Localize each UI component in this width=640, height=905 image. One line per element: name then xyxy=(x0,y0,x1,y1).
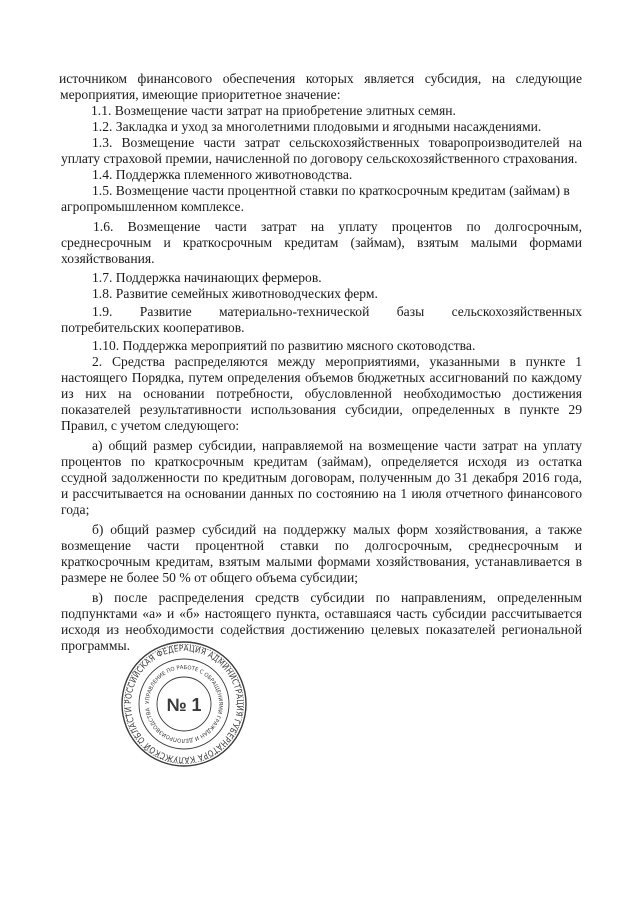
paragraph-line: Правил, с учетом следующего: xyxy=(61,418,240,433)
paragraph-line: 2. Средства распределяются между мероприятиями, указанными в пункте 1 xyxy=(92,354,582,369)
subitem-line: а) общий размер субсидии, направляемой на возмещение части затрат на уплату xyxy=(92,438,582,453)
subitem-line: б) общий размер субсидий на поддержку малых форм хозяйствования, а также xyxy=(92,522,582,537)
official-stamp xyxy=(120,640,248,768)
stamp-inner-textpath: УПРАВЛЕНИЕ ПО РАБОТЕ С ОБРАЩЕНИЯМИ ГРАЖДАН И ДЕЛОПРОИЗВОДСТВА xyxy=(144,664,224,744)
subitem-line: исходя из необходимости содействия достижению целевых показателей региональной xyxy=(61,622,582,637)
text-line: среднесрочным и краткосрочным кредитам (займам), взятым малыми формами xyxy=(61,235,582,250)
stamp-outer-textpath: РОССИЙСКАЯ ФЕДЕРАЦИЯ АДМИНИСТРАЦИЯ ГУБЕРНАТОРА КАЛУЖСКОЙ ОБЛАСТИ xyxy=(122,642,246,766)
list-item: 1.8. Развитие семейных животноводческих ферм. xyxy=(92,286,378,301)
list-item: 1.6. Возмещение части затрат на уплату процентов по долгосрочным, xyxy=(93,219,582,234)
subitem-line: ссудной задолженности по кредитным договорам, полученным до 31 декабря 2016 года, xyxy=(61,470,582,485)
list-item: 1.4. Поддержка племенного животноводства. xyxy=(92,167,353,182)
subitem-line: размере не более 50 % от общего объема субсидии; xyxy=(61,570,358,585)
subitem-line: года; xyxy=(61,502,90,517)
subitem-line: и рассчитывается на основании данных по состоянию на 1 июля отчетного финансового xyxy=(61,486,582,501)
list-item: 1.9. Развитие материально-технической базы сельскохозяйственных xyxy=(92,304,582,319)
text-line: источником финансового обеспечения которых является субсидия, на следующие xyxy=(59,71,582,86)
text-line: уплату страховой премии, начисленной по договору сельскохозяйственного страхования. xyxy=(61,151,578,166)
stamp-number: № 1 xyxy=(166,695,202,715)
subitem-line: возмещение части процентной ставки по долгосрочным, среднесрочным и xyxy=(61,538,582,553)
subitem-line: краткосрочным кредитам, взятым малыми формами хозяйствования, устанавливается в xyxy=(61,554,582,569)
list-item: 1.7. Поддержка начинающих фермеров. xyxy=(92,270,322,285)
list-item: 1.3. Возмещение части затрат сельскохозяйственных товаропроизводителей на xyxy=(92,135,582,150)
subitem-line: программы. xyxy=(61,638,131,653)
text-line: хозяйствования. xyxy=(61,251,155,266)
paragraph-line: из них на основании потребности, обусловленной необходимостью достижения xyxy=(61,386,582,401)
subitem-line: процентов по краткосрочным кредитам (займам), определяется исходя из остатка xyxy=(61,454,582,469)
text-line: потребительских кооперативов. xyxy=(61,320,245,335)
list-item: 1.2. Закладка и уход за многолетними плодовыми и ягодными насаждениями. xyxy=(92,119,542,134)
list-item: 1.5. Возмещение части процентной ставки по краткосрочным кредитам (займам) в xyxy=(92,183,570,198)
paragraph-line: настоящего Порядка, путем определения объемов бюджетных ассигнований по каждому xyxy=(61,370,582,385)
subitem-line: подпунктами «а» и «б» настоящего пункта, оставшаяся часть субсидии рассчитывается xyxy=(61,606,582,621)
list-item: 1.1. Возмещение части затрат на приобретение элитных семян. xyxy=(91,103,456,118)
subitem-line: в) после распределения средств субсидии по направлениям, определенным xyxy=(92,590,582,605)
text-line: мероприятия, имеющие приоритетное значение: xyxy=(60,87,341,102)
list-item: 1.10. Поддержка мероприятий по развитию мясного скотоводства. xyxy=(92,338,476,353)
paragraph-line: показателей результативности использования субсидии, определенных в пункте 29 xyxy=(61,402,582,417)
text-line: агропромышленном комплексе. xyxy=(61,199,244,214)
